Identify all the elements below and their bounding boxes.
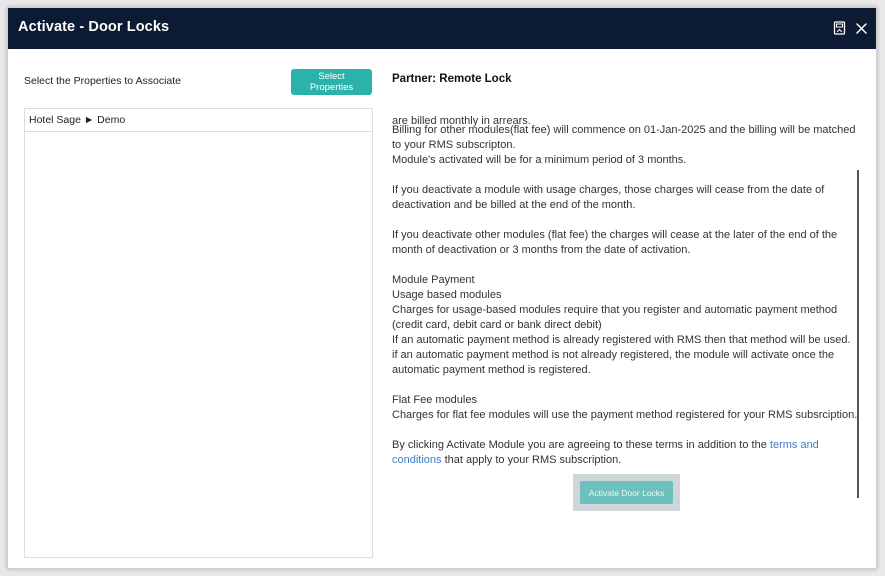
close-icon[interactable]	[852, 19, 870, 37]
save-icon[interactable]	[830, 19, 848, 37]
partner-title: Partner: Remote Lock	[392, 73, 512, 85]
terms-payment-paragraph: Module Payment Usage based modules Charges for usage-based modules require that you register and automatic payment method (credit card, debit card or bank direct debit) If an automatic payment method is already registered with RMS then that method will be used. if an automatic payment method is not already registered, the module will activate once the automatic payment method is registered.	[392, 274, 851, 376]
select-properties-button[interactable]: Select Properties	[291, 69, 372, 95]
terms-link[interactable]: terms and	[769, 439, 819, 451]
terms-agreement-paragraph: By clicking Activate Module you are agreeing to these terms in addition to the terms and conditions that apply to your RMS subscription.	[392, 439, 819, 466]
list-item[interactable]: Hotel Sage ► Demo	[25, 109, 372, 132]
terms-cut-line: are billed monthly in arrears.	[392, 115, 531, 127]
activate-door-locks-button[interactable]: Activate Door Locks	[580, 481, 673, 504]
dialog-title: Activate - Door Locks	[18, 19, 170, 35]
activate-button-focus	[573, 474, 680, 511]
terms-text	[392, 115, 860, 482]
properties-list	[24, 108, 373, 558]
dialog-header	[8, 8, 876, 49]
terms-deactivate-usage-paragraph: If you deactivate a module with usage charges, those charges will cease from the date of deactivation and be billed at the end of the month.	[392, 184, 825, 211]
terms-deactivate-flat-paragraph: If you deactivate other modules (flat fee) the charges will cease at the later of the end of the month of deactivation or 3 months from the date of activation.	[392, 229, 838, 256]
terms-scrollbar[interactable]	[857, 170, 859, 498]
properties-label: Select the Properties to Associate	[24, 75, 182, 87]
activate-dialog	[7, 7, 877, 569]
terms-flat-fee-paragraph: Flat Fee modules Charges for flat fee modules will use the payment method registered for your RMS subsrciption.	[392, 394, 858, 421]
conditions-link[interactable]: conditions	[392, 454, 442, 466]
terms-billing-paragraph: Billing for other modules(flat fee) will commence on 01-Jan-2025 and the billing will be matched to your RMS subscripton. Module's activated will be for a minimum period of 3 months.	[392, 124, 856, 166]
